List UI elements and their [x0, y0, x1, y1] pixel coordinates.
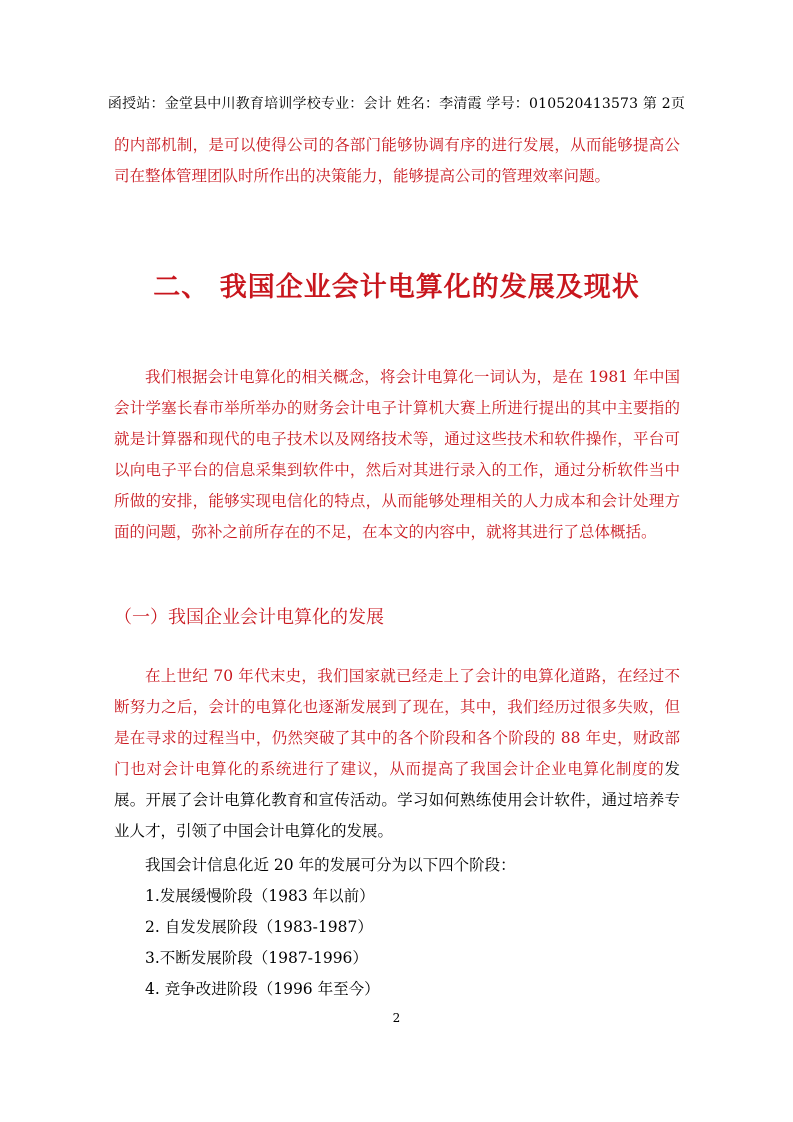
section-title: 二、 我国企业会计电算化的发展及现状 — [153, 272, 640, 303]
stages-intro: 我国会计信息化近 20 年的发展可分为以下四个阶段： — [145, 856, 516, 874]
subsection-paragraph-red: 在上世纪 70 年代末史，我们国家就已经走上了会计的电算化道路，在经过不断努力之后，会计的电算化也逐渐发展到了现在，其中，我们经历过很多失败，但是在寻求的过程当中，仍然突破了其中的各个阶段和各个阶段的 88 年史，财政部门也对会计电算化的系统进行了建议，从而提高了我国会计企业电算化制度的 — [114, 667, 680, 778]
subsection-paragraph — [114, 661, 680, 847]
subsection-title: （一）我国企业会计电算化的发展 — [114, 607, 384, 628]
stage-item-1: 1.发展缓慢阶段（1983 年以前） — [145, 887, 375, 905]
intro-paragraph: 的内部机制，是可以使得公司的各部门能够协调有序的进行发展，从而能够提高公司在整体管理团队时所作出的决策能力，能够提高公司的管理效率问题。 — [114, 136, 680, 185]
stage-item-2: 2. 自发发展阶段（1983-1987） — [145, 918, 373, 936]
page-number: 2 — [392, 1011, 401, 1025]
stage-item-3: 3.不断发展阶段（1987-1996） — [145, 949, 368, 967]
section-paragraph: 我们根据会计电算化的相关概念，将会计电算化一词认为，是在 1981 年中国会计学塞长春市举所举办的财务会计电子计算机大赛上所进行提出的其中主要指的就是计算器和现代的电子技术以及网络技术等，通过这些技术和软件操作，平台可以向电子平台的信息采集到软件中，然后对其进行录入的工作，通过分析软件当中所做的安排，能够实现电信化的特点，从而能够处理相关的人力成本和会计处理方面的问题，弥补之前所存在的不足，在本文的内容中，就将其进行了总体概括。 — [114, 368, 680, 541]
subsection-paragraph-black: 发展。开展了会计电算化教育和宣传活动。学习如何熟练使用会计软件，通过培养专业人才，引领了中国会计电算化的发展。 — [114, 760, 680, 840]
page-header: 函授站：金堂县中川教育培训学校专业：会计 姓名：李清霞 学号：010520413573 第 2页 — [107, 96, 686, 112]
stage-item-4: 4. 竞争改进阶段（1996 年至今） — [145, 980, 380, 998]
